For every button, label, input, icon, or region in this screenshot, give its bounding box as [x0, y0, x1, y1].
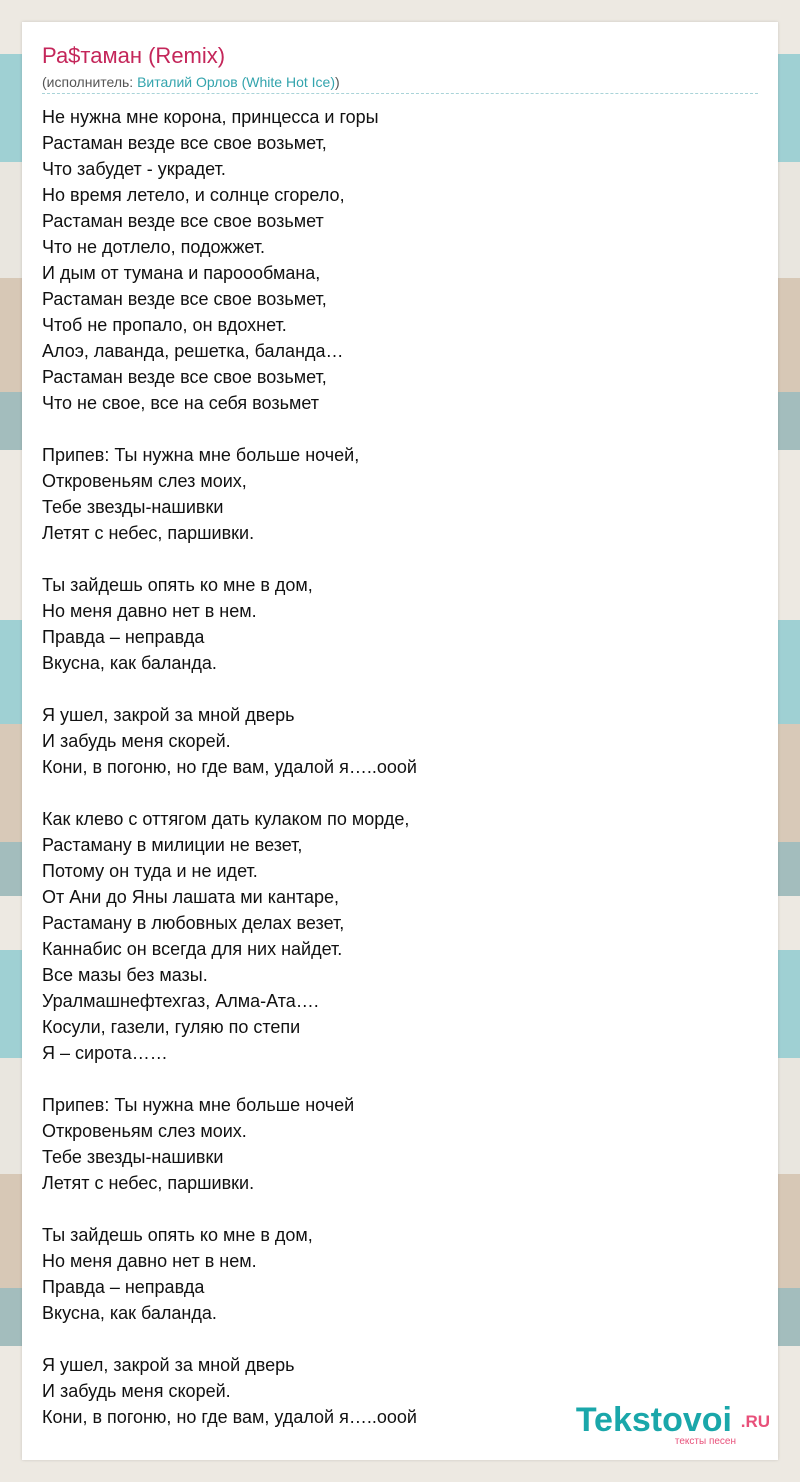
title-divider — [42, 93, 758, 94]
lyric-line: Растаману в милиции не везет, — [42, 835, 303, 855]
lyric-line: Припев: Ты нужна мне больше ночей — [42, 1095, 355, 1115]
lyric-line: Растаман везде все свое возьмет, — [42, 289, 327, 309]
lyric-line: Но меня давно нет в нем. — [42, 1251, 257, 1271]
lyrics-card — [22, 22, 778, 1460]
lyric-line: Косули, газели, гуляю по степи — [42, 1017, 301, 1037]
lyric-line: Откровеньям слез моих. — [42, 1121, 247, 1141]
lyric-line: Я – сирота…… — [42, 1043, 168, 1063]
lyric-line: Что забудет - украдет. — [42, 159, 226, 179]
lyric-line: Я ушел, закрой за мной дверь — [42, 705, 295, 725]
lyric-line: Растаман везде все свое возьмет — [42, 211, 324, 231]
lyric-line: От Ани до Яны лашата ми кантаре, — [42, 887, 339, 907]
lyric-line: И забудь меня скорей. — [42, 731, 231, 751]
lyric-blank-line — [42, 1066, 742, 1092]
lyric-line: Алоэ, лаванда, решетка, баланда… — [42, 341, 344, 361]
lyric-line: Вкусна, как баланда. — [42, 1303, 217, 1323]
lyric-line: Не нужна мне корона, принцесса и горы — [42, 107, 379, 127]
artist-suffix: ) — [334, 74, 340, 90]
lyric-line: И забудь меня скорей. — [42, 1381, 231, 1401]
lyric-line: Каннабис он всегда для них найдет. — [42, 939, 343, 959]
lyric-blank-line — [42, 676, 742, 702]
lyrics-body — [42, 104, 742, 1430]
lyric-blank-line — [42, 1326, 742, 1352]
lyric-line: Кони, в погоню, но где вам, удалой я…..ооой — [42, 1407, 417, 1427]
lyric-line: Я ушел, закрой за мной дверь — [42, 1355, 295, 1375]
lyric-blank-line — [42, 416, 742, 442]
lyric-line: Растаману в любовных делах везет, — [42, 913, 345, 933]
lyric-line: Потому он туда и не идет. — [42, 861, 258, 881]
artist-line — [42, 73, 340, 91]
lyric-blank-line — [42, 546, 742, 572]
lyric-line: Летят с небес, паршивки. — [42, 1173, 255, 1193]
lyric-line: Вкусна, как баланда. — [42, 653, 217, 673]
artist-link[interactable]: Виталий Орлов (White Hot Ice) — [137, 74, 335, 90]
lyric-line: Но меня давно нет в нем. — [42, 601, 257, 621]
lyric-line: Кони, в погоню, но где вам, удалой я…..ооой — [42, 757, 417, 777]
lyric-line: Правда – неправда — [42, 627, 205, 647]
lyric-line: Летят с небес, паршивки. — [42, 523, 255, 543]
lyric-line: Что не дотлело, подожжет. — [42, 237, 266, 257]
lyric-line: Тебе звезды-нашивки — [42, 1147, 224, 1167]
lyric-line: И дым от тумана и пароообмана, — [42, 263, 321, 283]
lyric-line: Как клево с оттягом дать кулаком по морде, — [42, 809, 410, 829]
lyric-blank-line — [42, 780, 742, 806]
lyric-line: Что не свое, все на себя возьмет — [42, 393, 320, 413]
logo-tld: .RU — [740, 1412, 770, 1431]
lyric-line: Тебе звезды-нашивки — [42, 497, 224, 517]
logo-subtitle: тексты песен — [674, 1436, 736, 1447]
lyric-line: Откровеньям слез моих, — [42, 471, 247, 491]
lyric-line: Растаман везде все свое возьмет, — [42, 133, 327, 153]
lyric-line: Чтоб не пропало, он вдохнет. — [42, 315, 287, 335]
lyric-line: Ты зайдешь опять ко мне в дом, — [42, 1225, 313, 1245]
song-title: Ра$таман (Remix) — [42, 43, 226, 68]
lyric-line: Правда – неправда — [42, 1277, 205, 1297]
lyric-line: Ты зайдешь опять ко мне в дом, — [42, 575, 313, 595]
lyric-line: Припев: Ты нужна мне больше ночей, — [42, 445, 360, 465]
lyric-blank-line — [42, 1196, 742, 1222]
lyric-line: Уралмашнефтехгаз, Алма-Ата…. — [42, 991, 319, 1011]
lyric-line: Но время летело, и солнце сгорело, — [42, 185, 345, 205]
lyric-line: Растаман везде все свое возьмет, — [42, 367, 327, 387]
site-logo[interactable] — [560, 1402, 770, 1448]
logo-text: Tekstovoi — [575, 1401, 732, 1439]
lyric-line: Все мазы без мазы. — [42, 965, 208, 985]
artist-prefix: (исполнитель: — [42, 74, 138, 90]
